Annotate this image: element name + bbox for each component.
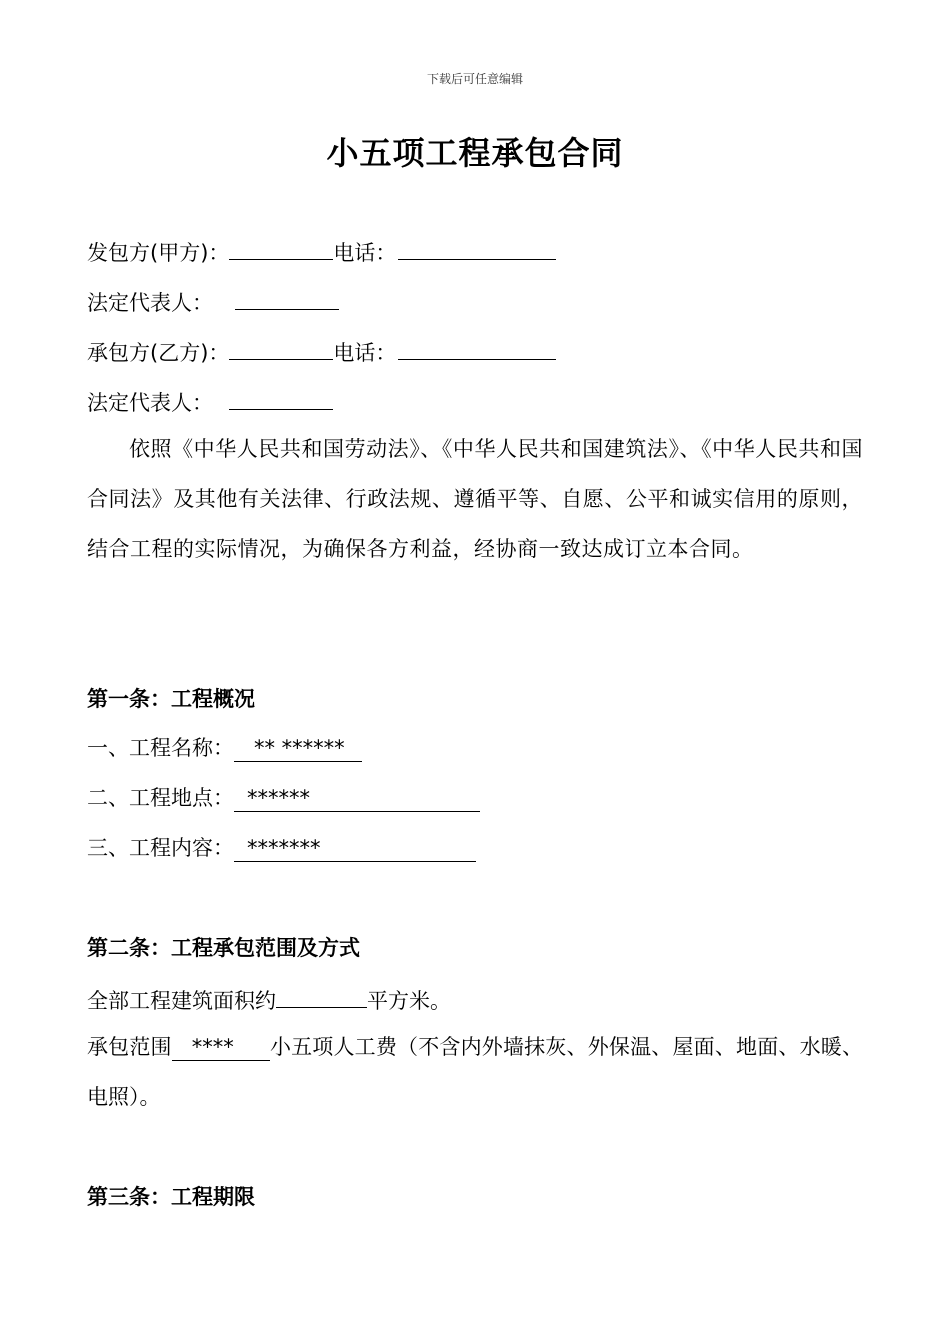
party-a-phone-field[interactable]	[398, 235, 556, 260]
project-name-label: 一、工程名称：	[87, 736, 234, 760]
party-a-line	[87, 235, 556, 268]
phone-label-b: 电话：	[333, 341, 397, 365]
article-1-heading: 第一条：工程概况	[87, 687, 255, 711]
party-a-rep-field[interactable]	[235, 285, 339, 310]
area-field[interactable]	[276, 983, 367, 1008]
scope-field[interactable]: ****	[172, 1034, 270, 1061]
party-b-rep-label: 法定代表人：	[87, 391, 213, 415]
article-2-heading: 第二条：工程承包范围及方式	[87, 936, 360, 960]
phone-label-a: 电话：	[333, 241, 397, 265]
project-name-line	[87, 733, 362, 763]
article-3-heading: 第三条：工程期限	[87, 1185, 255, 1209]
scope-paragraph	[87, 1022, 863, 1122]
project-location-line	[87, 783, 480, 813]
area-prefix: 全部工程建筑面积约	[87, 989, 276, 1013]
party-a-name-field[interactable]	[229, 235, 333, 260]
project-location-field[interactable]: ******	[234, 785, 480, 812]
area-suffix: 平方米。	[367, 989, 451, 1013]
project-content-label: 三、工程内容：	[87, 836, 234, 860]
scope-prefix: 承包范围	[87, 1035, 172, 1059]
party-a-label: 发包方(甲方)：	[87, 241, 230, 265]
party-a-rep-line	[87, 285, 339, 318]
party-b-label: 承包方(乙方)：	[87, 341, 230, 365]
project-content-field[interactable]: *******	[234, 835, 476, 862]
project-content-line	[87, 833, 476, 863]
project-name-field[interactable]: ** ******	[234, 735, 362, 762]
party-b-phone-field[interactable]	[398, 335, 556, 360]
intro-paragraph: 依照《中华人民共和国劳动法》、《中华人民共和国建筑法》、《中华人民共和国合同法》及其他有关法律、行政法规、遵循平等、自愿、公平和诚实信用的原则，结合工程的实际情况，为确保各方利益，经协商一致达成订立本合同。	[87, 437, 863, 561]
party-b-rep-field[interactable]	[229, 385, 333, 410]
header-note: 下载后可任意编辑	[426, 72, 523, 86]
document-title: 小五项工程承包合同	[326, 134, 624, 172]
scope-suffix: 小五项人工费（不含内外墙抹灰、外保温、屋面、地面、水暖、电照）。	[87, 1035, 863, 1109]
party-b-rep-line	[87, 385, 333, 418]
project-location-label: 二、工程地点：	[87, 786, 234, 810]
party-a-rep-label: 法定代表人：	[87, 291, 213, 315]
area-line	[87, 983, 451, 1016]
party-b-line	[87, 335, 556, 368]
party-b-name-field[interactable]	[229, 335, 333, 360]
